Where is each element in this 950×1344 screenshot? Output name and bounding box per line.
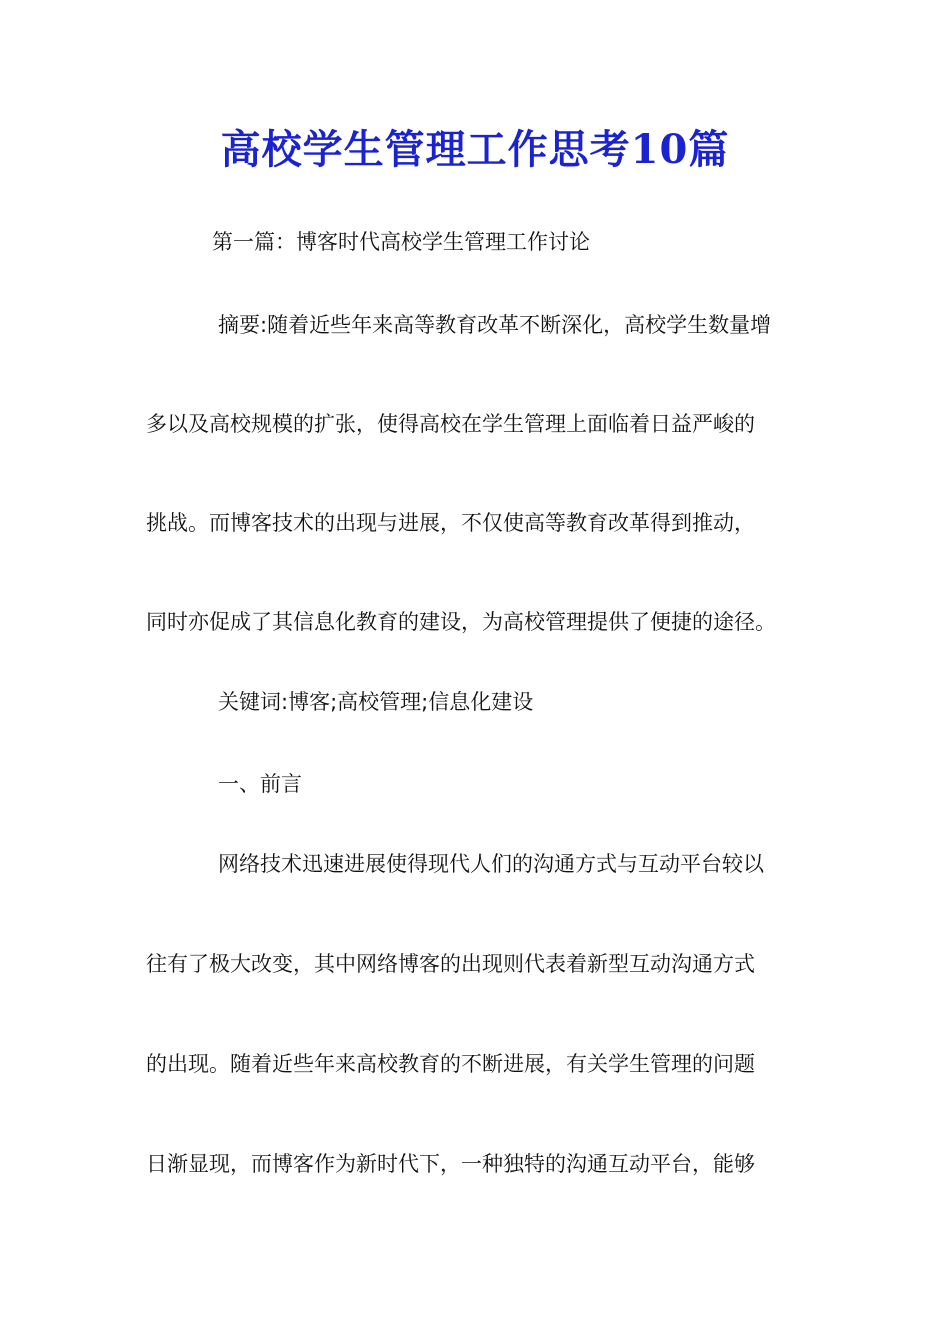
- abstract-line: 同时亦促成了其信息化教育的建设，为高校管理提供了便捷的途径。: [146, 610, 776, 634]
- abstract-line: 多以及高校规模的扩张，使得高校在学生管理上面临着日益严峻的: [146, 412, 755, 436]
- intro-line: 的出现。随着近些年来高校教育的不断进展，有关学生管理的问题: [146, 1052, 755, 1076]
- abstract-line: 摘要:随着近些年来高等教育改革不断深化，高校学生数量增: [218, 313, 772, 337]
- abstract-paragraph: [146, 309, 806, 638]
- intro-paragraph: [146, 848, 806, 1180]
- keywords-line: 关键词:博客;高校管理;信息化建设: [218, 690, 534, 714]
- intro-line: 日渐显现，而博客作为新时代下，一种独特的沟通互动平台，能够: [146, 1152, 755, 1176]
- intro-line: 往有了极大改变，其中网络博客的出现则代表着新型互动沟通方式: [146, 952, 755, 976]
- section-heading: 一、前言: [218, 772, 302, 796]
- abstract-line: 挑战。而博客技术的出现与进展，不仅使高等教育改革得到推动，: [146, 511, 755, 535]
- intro-line: 网络技术迅速进展使得现代人们的沟通方式与互动平台较以: [218, 852, 764, 876]
- document-title: 高校学生管理工作思考10篇: [220, 126, 730, 173]
- section-subtitle: 第一篇：博客时代高校学生管理工作讨论: [212, 230, 590, 254]
